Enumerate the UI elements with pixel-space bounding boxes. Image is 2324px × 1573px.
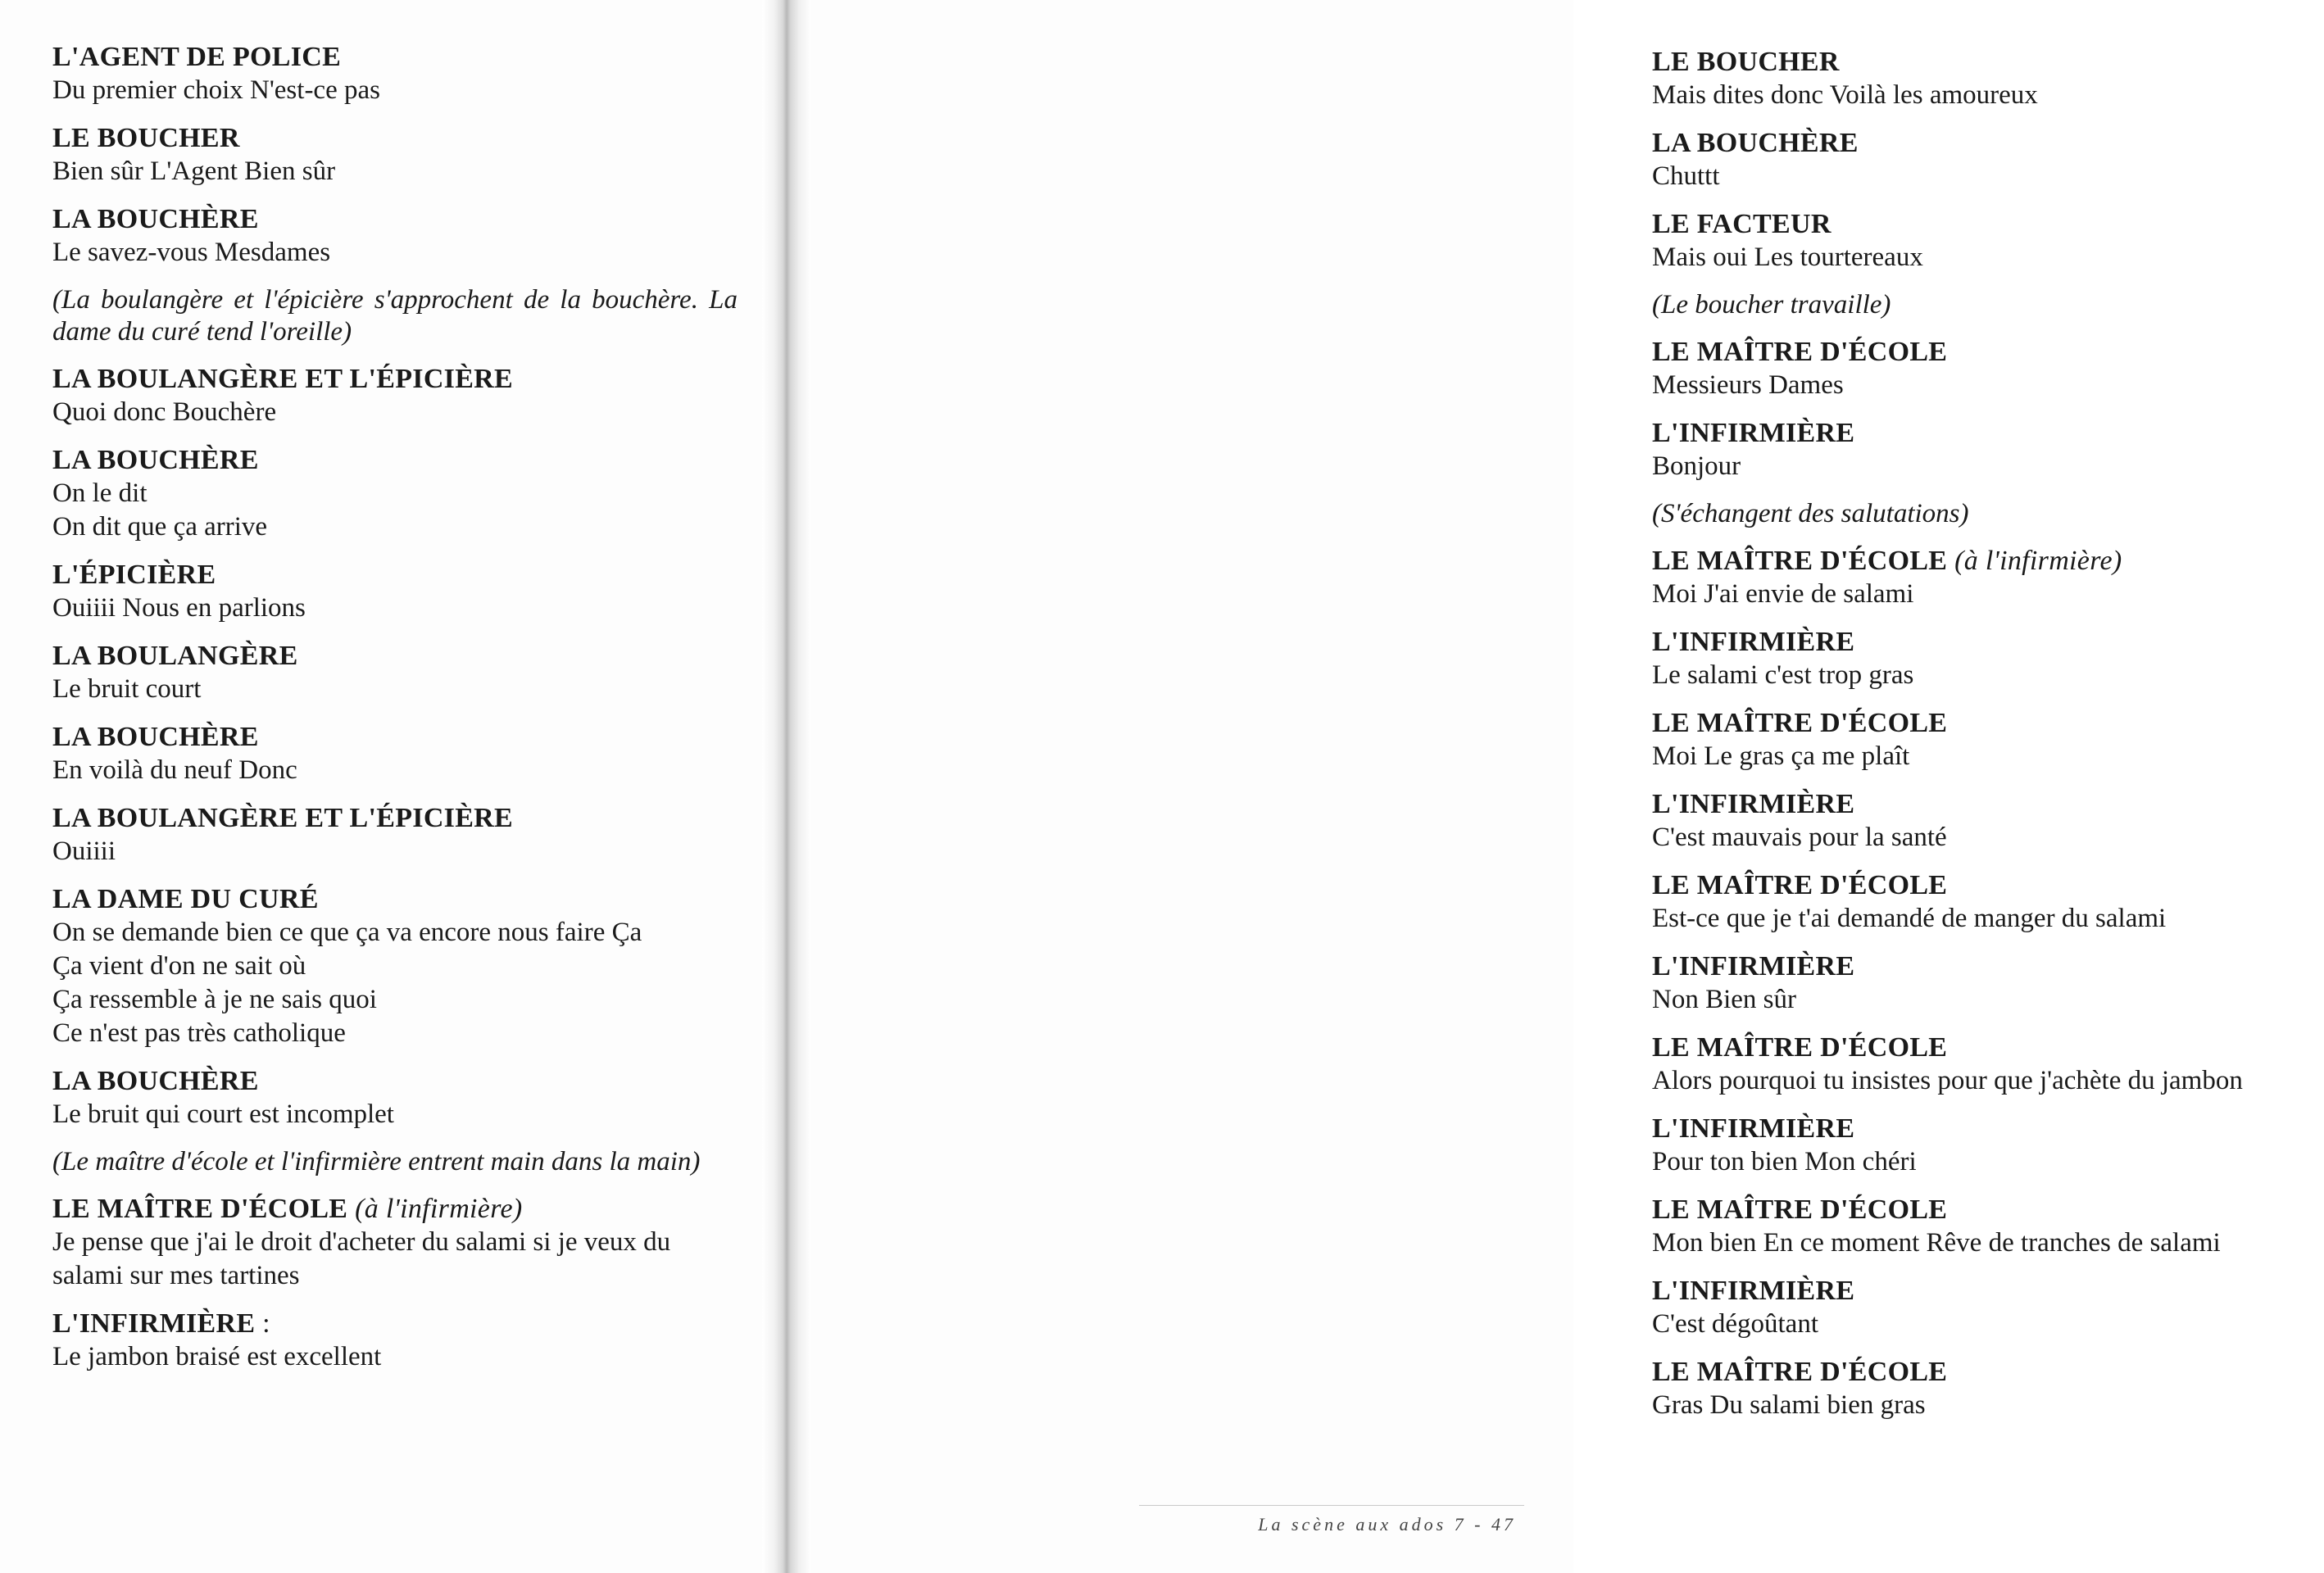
- speaker-direction: (à l'infirmière): [1954, 546, 2122, 576]
- speaker-line: [1652, 1031, 2324, 1064]
- dialogue-line: Non Bien sûr: [1652, 985, 1796, 1014]
- dialogue-entry: [52, 363, 738, 429]
- dialogue-line: Ça ressemble à je ne sais quoi: [52, 985, 377, 1014]
- speaker-name: LE MAÎTRE D'ÉCOLE: [1652, 337, 1948, 367]
- dialogue-entry: [1652, 1194, 2324, 1260]
- speaker-line: [52, 1308, 738, 1340]
- dialogue-line: Bien sûr L'Agent Bien sûr: [52, 156, 336, 186]
- dialogue-line: C'est dégoûtant: [1652, 1309, 1818, 1339]
- speaker-name: LE FACTEUR: [1652, 209, 1832, 239]
- dialogue-line: Le bruit qui court est incomplet: [52, 1099, 394, 1129]
- speaker-name: L'INFIRMIÈRE: [1652, 1113, 1855, 1144]
- dialogue-line: Bonjour: [1652, 451, 1741, 481]
- dialogue-line: Ouiiii: [52, 836, 116, 866]
- speaker-line: [1652, 1356, 2324, 1389]
- stage-direction: (Le maître d'école et l'infirmière entrent main dans la main): [52, 1147, 701, 1176]
- speaker-name: LA DAME DU CURÉ: [52, 884, 319, 914]
- speaker-name: LA BOUCHÈRE: [1652, 128, 1859, 158]
- dialogue-entry: [52, 802, 738, 868]
- dialogue-line: Le savez-vous Mesdames: [52, 238, 331, 267]
- speaker-name: LE BOUCHER: [52, 123, 240, 153]
- speaker-line: [1652, 1275, 2324, 1308]
- speaker-name: LA BOULANGÈRE: [52, 641, 298, 671]
- dialogue-line: On dit que ça arrive: [52, 512, 268, 542]
- dialogue-line: Gras Du salami bien gras: [1652, 1390, 1926, 1420]
- left-column: [52, 0, 738, 1389]
- dialogue-line: Mais oui Les tourtereaux: [1652, 243, 1923, 272]
- dialogue-entry: [1652, 417, 2324, 483]
- dialogue-line: Quoi donc Bouchère: [52, 397, 277, 427]
- dialogue-entry: [52, 721, 738, 787]
- dialogue-entry: [1652, 208, 2324, 274]
- speaker-name: LA BOUCHÈRE: [52, 1066, 259, 1096]
- speaker-line: [1652, 336, 2324, 369]
- speaker-name: LE MAÎTRE D'ÉCOLE: [52, 1194, 348, 1224]
- book-gutter: [762, 0, 811, 1573]
- dialogue-line: On se demande bien ce que ça va encore nous faire Ça: [52, 918, 642, 947]
- speaker-name: L'INFIRMIÈRE: [52, 1308, 256, 1339]
- dialogue-line: Est-ce que je t'ai demandé de manger du salami: [1652, 904, 2167, 933]
- dialogue-entry: [1652, 1356, 2324, 1422]
- dialogue-entry: [52, 559, 738, 625]
- speaker-name: L'ÉPICIÈRE: [52, 560, 216, 590]
- dialogue-entry: [52, 203, 738, 270]
- dialogue-entry: [1652, 626, 2324, 692]
- dialogue-entry: [52, 1308, 738, 1374]
- speaker-line: [1652, 1194, 2324, 1226]
- stage-direction: (Le boucher travaille): [1652, 290, 1891, 320]
- footer-rule: [1139, 1505, 1524, 1506]
- dialogue-line: Le salami c'est trop gras: [1652, 660, 1914, 690]
- stage-direction: (S'échangent des salutations): [1652, 499, 1969, 528]
- speaker-name: LE MAÎTRE D'ÉCOLE: [1652, 708, 1948, 738]
- dialogue-entry: [52, 1193, 738, 1293]
- dialogue-entry: [52, 883, 738, 1050]
- dialogue-line: Moi J'ai envie de salami: [1652, 579, 1914, 609]
- speaker-name: LA BOUCHÈRE: [52, 722, 259, 752]
- speaker-line: [52, 363, 738, 396]
- dialogue-line: En voilà du neuf Donc: [52, 755, 297, 785]
- right-column: [1652, 0, 2324, 1437]
- dialogue-line: Ce n'est pas très catholique: [52, 1018, 346, 1048]
- speaker-line: [52, 203, 738, 236]
- speaker-line: [52, 1193, 738, 1226]
- speaker-line: [1652, 869, 2324, 902]
- speaker-line: [52, 883, 738, 916]
- speaker-line: [1652, 707, 2324, 740]
- dialogue-entry: [1652, 1275, 2324, 1341]
- dialogue-line: Mais dites donc Voilà les amoureux: [1652, 80, 2038, 110]
- speaker-line: [52, 802, 738, 835]
- speaker-line: [1652, 46, 2324, 79]
- speaker-direction: (à l'infirmière): [355, 1194, 523, 1224]
- speaker-line: [52, 122, 738, 155]
- dialogue-entry: [1652, 46, 2324, 112]
- speaker-name: LA BOULANGÈRE ET L'ÉPICIÈRE: [52, 803, 514, 833]
- dialogue-line: Alors pourquoi tu insistes pour que j'achète du jambon: [1652, 1066, 2243, 1095]
- speaker-name: LE MAÎTRE D'ÉCOLE: [1652, 870, 1948, 900]
- dialogue-line: Le jambon braisé est excellent: [52, 1342, 382, 1371]
- dialogue-line: Du premier choix N'est-ce pas: [52, 75, 380, 105]
- speaker-name: LE MAÎTRE D'ÉCOLE: [1652, 1032, 1948, 1063]
- speaker-name: LA BOULANGÈRE ET L'ÉPICIÈRE: [52, 364, 514, 394]
- speaker-name: LA BOUCHÈRE: [52, 445, 259, 475]
- dialogue-line: Ça vient d'on ne sait où: [52, 951, 306, 981]
- speaker-line: [1652, 545, 2324, 578]
- speaker-suffix: :: [255, 1308, 270, 1339]
- speaker-line: [52, 41, 738, 74]
- dialogue-line: Mon bien En ce moment Rêve de tranches de salami: [1652, 1228, 2221, 1258]
- dialogue-entry: [52, 640, 738, 706]
- dialogue-entry: [1652, 336, 2324, 402]
- speaker-name: LE BOUCHER: [1652, 47, 1840, 77]
- left-page: [0, 0, 777, 1573]
- dialogue-line: Pour ton bien Mon chéri: [1652, 1147, 1917, 1176]
- speaker-name: LE MAÎTRE D'ÉCOLE: [1652, 1357, 1948, 1387]
- speaker-name: L'INFIRMIÈRE: [1652, 951, 1855, 981]
- right-page: [797, 0, 2243, 1573]
- speaker-name: L'INFIRMIÈRE: [1652, 1276, 1855, 1306]
- speaker-name: L'INFIRMIÈRE: [1652, 627, 1855, 657]
- speaker-line: [1652, 417, 2324, 450]
- speaker-line: [52, 721, 738, 754]
- speaker-line: [52, 1065, 738, 1098]
- dialogue-entry: [1652, 545, 2324, 611]
- page-footer: La scène aux ados 7 - 47: [1258, 1514, 1516, 1534]
- dialogue-entry: [1652, 1113, 2324, 1179]
- stage-direction: (La boulangère et l'épicière s'approchent de la bouchère. La dame du curé tend l'oreille): [52, 285, 738, 347]
- dialogue-line: Moi Le gras ça me plaît: [1652, 741, 1910, 771]
- speaker-name: L'INFIRMIÈRE: [1652, 418, 1855, 448]
- dialogue-line: Je pense que j'ai le droit d'acheter du salami si je veux du salami sur mes tartines: [52, 1227, 671, 1290]
- speaker-line: [52, 559, 738, 592]
- speaker-line: [1652, 127, 2324, 160]
- speaker-line: [52, 640, 738, 673]
- dialogue-entry: [1652, 707, 2324, 773]
- dialogue-entry: [1652, 869, 2324, 936]
- speaker-name: LA BOUCHÈRE: [52, 204, 259, 234]
- dialogue-line: Le bruit court: [52, 674, 202, 704]
- dialogue-line: Chuttt: [1652, 161, 1720, 191]
- speaker-line: [1652, 626, 2324, 659]
- speaker-name: LE MAÎTRE D'ÉCOLE: [1652, 1194, 1948, 1225]
- dialogue-line: Ouiiii Nous en parlions: [52, 593, 306, 623]
- dialogue-line: Messieurs Dames: [1652, 370, 1844, 400]
- speaker-line: [1652, 788, 2324, 821]
- dialogue-entry: [1652, 1031, 2324, 1098]
- speaker-line: [1652, 950, 2324, 983]
- dialogue-line: C'est mauvais pour la santé: [1652, 823, 1947, 852]
- speaker-name: L'AGENT DE POLICE: [52, 42, 342, 72]
- dialogue-entry: [52, 444, 738, 544]
- dialogue-entry: [1652, 127, 2324, 193]
- dialogue-line: On le dit: [52, 478, 148, 508]
- dialogue-entry: [52, 1065, 738, 1131]
- speaker-line: [52, 444, 738, 477]
- dialogue-entry: [1652, 950, 2324, 1017]
- dialogue-entry: [1652, 788, 2324, 854]
- speaker-line: [1652, 208, 2324, 241]
- dialogue-entry: [52, 122, 738, 188]
- speaker-name: L'INFIRMIÈRE: [1652, 789, 1855, 819]
- dialogue-entry: [52, 41, 738, 107]
- speaker-name: LE MAÎTRE D'ÉCOLE: [1652, 546, 1948, 576]
- speaker-line: [1652, 1113, 2324, 1145]
